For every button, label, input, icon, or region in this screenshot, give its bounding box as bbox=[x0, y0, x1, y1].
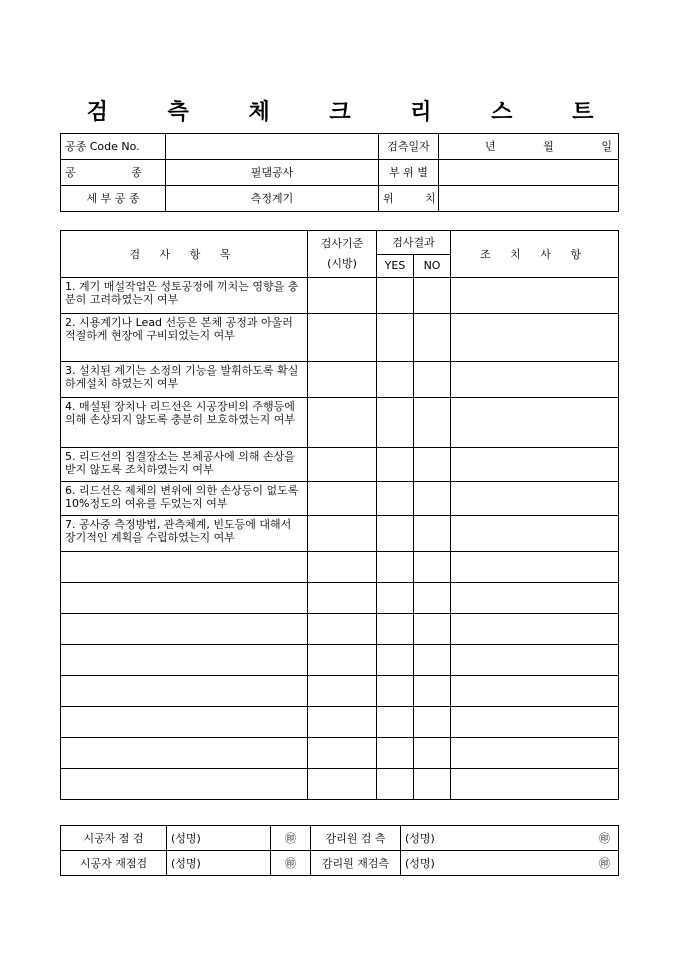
criteria-cell[interactable] bbox=[308, 482, 377, 516]
supervisor-inspect-name[interactable]: (성명) bbox=[401, 826, 506, 851]
checklist-item: 5. 리드선의 집결장소는 본체공사에 의해 손상을 받지 않도록 조치하였는지 여부 bbox=[61, 448, 308, 482]
yes-cell[interactable] bbox=[377, 482, 414, 516]
action-cell[interactable] bbox=[451, 614, 619, 645]
detail-work-field[interactable]: 측정계기 bbox=[166, 186, 379, 212]
criteria-cell[interactable] bbox=[308, 398, 377, 448]
no-cell[interactable] bbox=[414, 516, 451, 552]
criteria-cell[interactable] bbox=[308, 362, 377, 398]
seal-icon: ㊞ bbox=[271, 826, 311, 851]
yes-cell[interactable] bbox=[377, 552, 414, 583]
action-cell[interactable] bbox=[451, 769, 619, 800]
date-field[interactable] bbox=[439, 134, 619, 160]
part-label: 부 위 별 bbox=[379, 160, 439, 186]
supervisor-inspect-label: 감리원 검 측 bbox=[311, 826, 401, 851]
blank-item[interactable] bbox=[61, 676, 308, 707]
work-type-label: 공 종 bbox=[61, 160, 166, 186]
no-cell[interactable] bbox=[414, 769, 451, 800]
yes-cell[interactable] bbox=[377, 314, 414, 362]
blank-item[interactable] bbox=[61, 769, 308, 800]
checklist-item: 4. 매설된 장치나 리드선은 시공장비의 주행등에 의해 손상되지 않도록 충분히 보호하였는지 여부 bbox=[61, 398, 308, 448]
no-cell[interactable] bbox=[414, 738, 451, 769]
no-cell[interactable] bbox=[414, 448, 451, 482]
blank-item[interactable] bbox=[61, 707, 308, 738]
criteria-cell[interactable] bbox=[308, 707, 377, 738]
checklist-item: 3. 설치된 계기는 소정의 기능을 발휘하도록 확실하게설치 하였는지 여부 bbox=[61, 362, 308, 398]
no-cell[interactable] bbox=[414, 362, 451, 398]
criteria-cell[interactable] bbox=[308, 278, 377, 314]
contractor-check-name[interactable]: (성명) bbox=[167, 826, 271, 851]
criteria-cell[interactable] bbox=[308, 676, 377, 707]
yes-cell[interactable] bbox=[377, 448, 414, 482]
yes-cell[interactable] bbox=[377, 278, 414, 314]
work-type-field[interactable]: 필댐공사 bbox=[166, 160, 379, 186]
criteria-cell[interactable] bbox=[308, 552, 377, 583]
action-cell[interactable] bbox=[451, 516, 619, 552]
action-cell[interactable] bbox=[451, 707, 619, 738]
header-result: 검사결과 bbox=[377, 231, 451, 255]
contractor-recheck-label: 시공자 재점검 bbox=[61, 851, 167, 876]
checklist-table bbox=[60, 230, 619, 800]
checklist-item: 6. 리드선은 제체의 변위에 의한 손상등이 없도록 10%정도의 여유를 두었는지 여부 bbox=[61, 482, 308, 516]
blank-item[interactable] bbox=[61, 645, 308, 676]
supervisor-reinspect-name[interactable]: (성명) bbox=[401, 851, 506, 876]
yes-cell[interactable] bbox=[377, 645, 414, 676]
action-cell[interactable] bbox=[451, 398, 619, 448]
checklist-item: 1. 계기 매설작업은 성토공정에 끼치는 영향을 충분히 고려하였는지 여부 bbox=[61, 278, 308, 314]
date-year: 년 bbox=[485, 140, 496, 153]
action-cell[interactable] bbox=[451, 645, 619, 676]
part-field[interactable] bbox=[439, 160, 619, 186]
yes-cell[interactable] bbox=[377, 707, 414, 738]
date-day: 일 bbox=[601, 140, 612, 153]
blank-item[interactable] bbox=[61, 552, 308, 583]
no-cell[interactable] bbox=[414, 552, 451, 583]
criteria-cell[interactable] bbox=[308, 516, 377, 552]
no-cell[interactable] bbox=[414, 482, 451, 516]
header-criteria-label: 검사기준 bbox=[320, 237, 364, 250]
action-cell[interactable] bbox=[451, 278, 619, 314]
signature-table bbox=[60, 825, 619, 876]
blank-item[interactable] bbox=[61, 614, 308, 645]
header-item: 검 사 항 목 bbox=[61, 231, 308, 278]
date-month: 월 bbox=[543, 140, 554, 153]
yes-cell[interactable] bbox=[377, 738, 414, 769]
contractor-check-label: 시공자 점 검 bbox=[61, 826, 167, 851]
action-cell[interactable] bbox=[451, 738, 619, 769]
code-field[interactable] bbox=[166, 134, 379, 160]
no-cell[interactable] bbox=[414, 314, 451, 362]
header-criteria bbox=[308, 231, 377, 278]
criteria-cell[interactable] bbox=[308, 645, 377, 676]
criteria-cell[interactable] bbox=[308, 448, 377, 482]
detail-work-label: 세 부 공 종 bbox=[61, 186, 166, 212]
no-cell[interactable] bbox=[414, 583, 451, 614]
seal-icon: ㊞ bbox=[271, 851, 311, 876]
action-cell[interactable] bbox=[451, 362, 619, 398]
checklist-item: 2. 시용계기나 Lead 선등은 본체 공정과 아울러 적절하게 현장에 구비되었는지 여부 bbox=[61, 314, 308, 362]
position-label: 위 치 bbox=[379, 186, 439, 212]
no-cell[interactable] bbox=[414, 707, 451, 738]
yes-cell[interactable] bbox=[377, 769, 414, 800]
date-label: 검측일자 bbox=[379, 134, 439, 160]
page-title: 검 측 체 크 리 스 트 bbox=[86, 99, 620, 125]
code-label: 공종 Code No. bbox=[61, 134, 166, 160]
yes-cell[interactable] bbox=[377, 398, 414, 448]
action-cell[interactable] bbox=[451, 448, 619, 482]
action-cell[interactable] bbox=[451, 482, 619, 516]
criteria-cell[interactable] bbox=[308, 769, 377, 800]
criteria-cell[interactable] bbox=[308, 738, 377, 769]
no-cell[interactable] bbox=[414, 645, 451, 676]
blank-item[interactable] bbox=[61, 583, 308, 614]
blank-item[interactable] bbox=[61, 738, 308, 769]
action-cell[interactable] bbox=[451, 676, 619, 707]
action-cell[interactable] bbox=[451, 552, 619, 583]
yes-cell[interactable] bbox=[377, 516, 414, 552]
action-cell[interactable] bbox=[451, 314, 619, 362]
header-action: 조 치 사 항 bbox=[451, 231, 619, 278]
seal-icon: ㊞ bbox=[506, 851, 619, 876]
yes-cell[interactable] bbox=[377, 583, 414, 614]
yes-cell[interactable] bbox=[377, 362, 414, 398]
position-field[interactable] bbox=[439, 186, 619, 212]
yes-cell[interactable] bbox=[377, 614, 414, 645]
criteria-cell[interactable] bbox=[308, 583, 377, 614]
header-yes: YES bbox=[377, 254, 414, 278]
no-cell[interactable] bbox=[414, 676, 451, 707]
yes-cell[interactable] bbox=[377, 676, 414, 707]
checklist-item: 7. 공사중 측정방법, 관측체계, 빈도등에 대해서 장기적인 계획을 수립하였는지 여부 bbox=[61, 516, 308, 552]
no-cell[interactable] bbox=[414, 398, 451, 448]
info-table bbox=[60, 133, 619, 212]
contractor-recheck-name[interactable]: (성명) bbox=[167, 851, 271, 876]
header-no: NO bbox=[414, 254, 451, 278]
header-criteria-sub: (시방) bbox=[327, 257, 357, 270]
no-cell[interactable] bbox=[414, 614, 451, 645]
criteria-cell[interactable] bbox=[308, 314, 377, 362]
seal-icon: ㊞ bbox=[506, 826, 619, 851]
criteria-cell[interactable] bbox=[308, 614, 377, 645]
action-cell[interactable] bbox=[451, 583, 619, 614]
supervisor-reinspect-label: 감리원 재검측 bbox=[311, 851, 401, 876]
no-cell[interactable] bbox=[414, 278, 451, 314]
